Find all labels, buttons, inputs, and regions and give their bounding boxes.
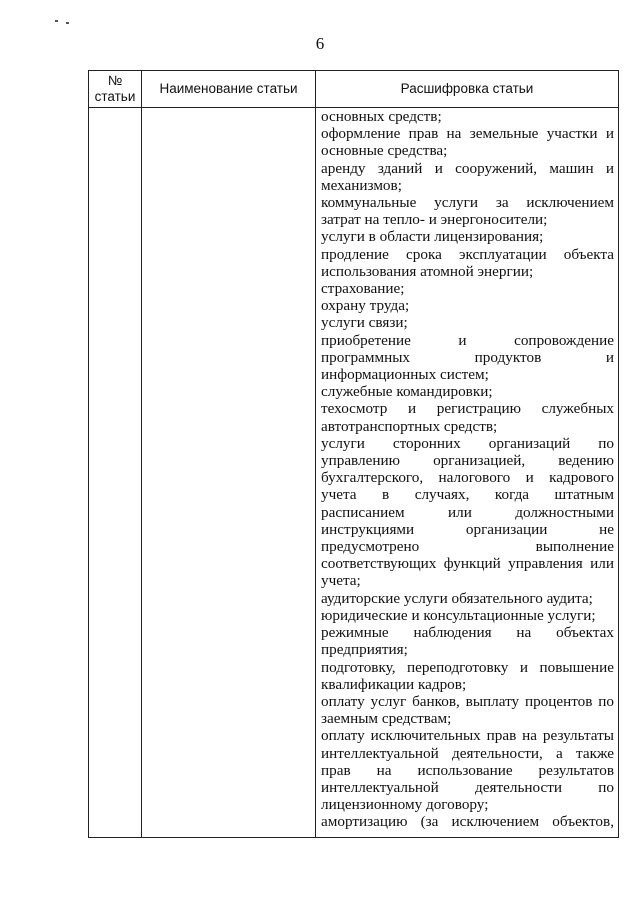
scan-speck	[55, 20, 58, 22]
description-line: продление срока эксплуатации объекта	[321, 245, 614, 263]
description-line: программных продуктов и	[321, 348, 614, 366]
article-number-cell	[89, 108, 142, 838]
description-line: техосмотр и регистрацию служебных	[321, 400, 614, 418]
article-description-cell	[316, 108, 619, 838]
table-header-row	[89, 71, 619, 108]
description-line: услуги в области лицензирования;	[321, 228, 544, 246]
description-line: интеллектуальной деятельности по	[321, 778, 614, 796]
description-line: коммунальные услуги за исключением	[321, 194, 614, 212]
description-line: бухгалтерского, налогового и кадрового	[321, 469, 614, 487]
description-line: служебные командировки;	[321, 383, 493, 401]
description-line: информационных систем;	[321, 366, 489, 384]
description-line: квалификации кадров;	[321, 675, 467, 693]
description-line: расписанием или должностными	[321, 503, 614, 521]
description-line: лицензионному договору;	[321, 796, 489, 814]
header-article-name: Наименование статьи	[142, 71, 316, 108]
description-text	[321, 108, 614, 831]
description-line: охрану труда;	[321, 297, 410, 315]
description-line: прав на использование результатов	[321, 761, 614, 779]
description-line: использования атомной энергии;	[321, 262, 534, 280]
header-article-description: Расшифровка статьи	[316, 71, 619, 108]
description-line: амортизацию (за исключением объектов,	[321, 813, 614, 831]
description-line: подготовку, переподготовку и повышение	[321, 658, 614, 676]
description-line: приобретение и сопровождение	[321, 331, 614, 349]
page-number: 6	[315, 34, 325, 53]
description-line: режимные наблюдения на объектах	[321, 624, 614, 642]
description-line: предприятия;	[321, 641, 408, 659]
description-line: оплату услуг банков, выплату процентов по	[321, 692, 614, 710]
articles-table	[88, 70, 619, 838]
description-line: учета;	[321, 572, 361, 590]
header-article-number: № статьи	[89, 71, 142, 108]
description-line: услуги связи;	[321, 314, 408, 332]
description-line: механизмов;	[321, 176, 402, 194]
description-line: аренду зданий и сооружений, машин и	[321, 159, 614, 177]
description-line: основных средств;	[321, 108, 442, 125]
scan-speck	[66, 22, 69, 24]
description-line: интеллектуальной деятельности, а также	[321, 744, 614, 762]
description-line: оплату исключительных прав на результаты	[321, 727, 614, 745]
description-line: затрат на тепло- и энергоносители;	[321, 211, 548, 229]
description-line: соответствующих функций управления или	[321, 555, 614, 573]
description-line: услуги сторонних организаций по	[321, 434, 614, 452]
description-line: управлению организацией, ведению	[321, 452, 614, 470]
description-line: автотранспортных средств;	[321, 417, 498, 435]
description-line: страхование;	[321, 280, 405, 298]
description-line: инструкциями организации не	[321, 520, 614, 538]
description-line: юридические и консультационные услуги;	[321, 606, 596, 624]
description-line: предусмотрено выполнение	[321, 538, 614, 556]
description-line: учета в случаях, когда штатным	[321, 486, 614, 504]
description-line: заемным средствам;	[321, 710, 452, 728]
table-row	[89, 108, 619, 838]
article-name-cell	[142, 108, 316, 838]
description-line: аудиторские услуги обязательного аудита;	[321, 589, 593, 607]
description-line: основные средства;	[321, 142, 448, 160]
description-line: оформление прав на земельные участки и	[321, 125, 614, 143]
